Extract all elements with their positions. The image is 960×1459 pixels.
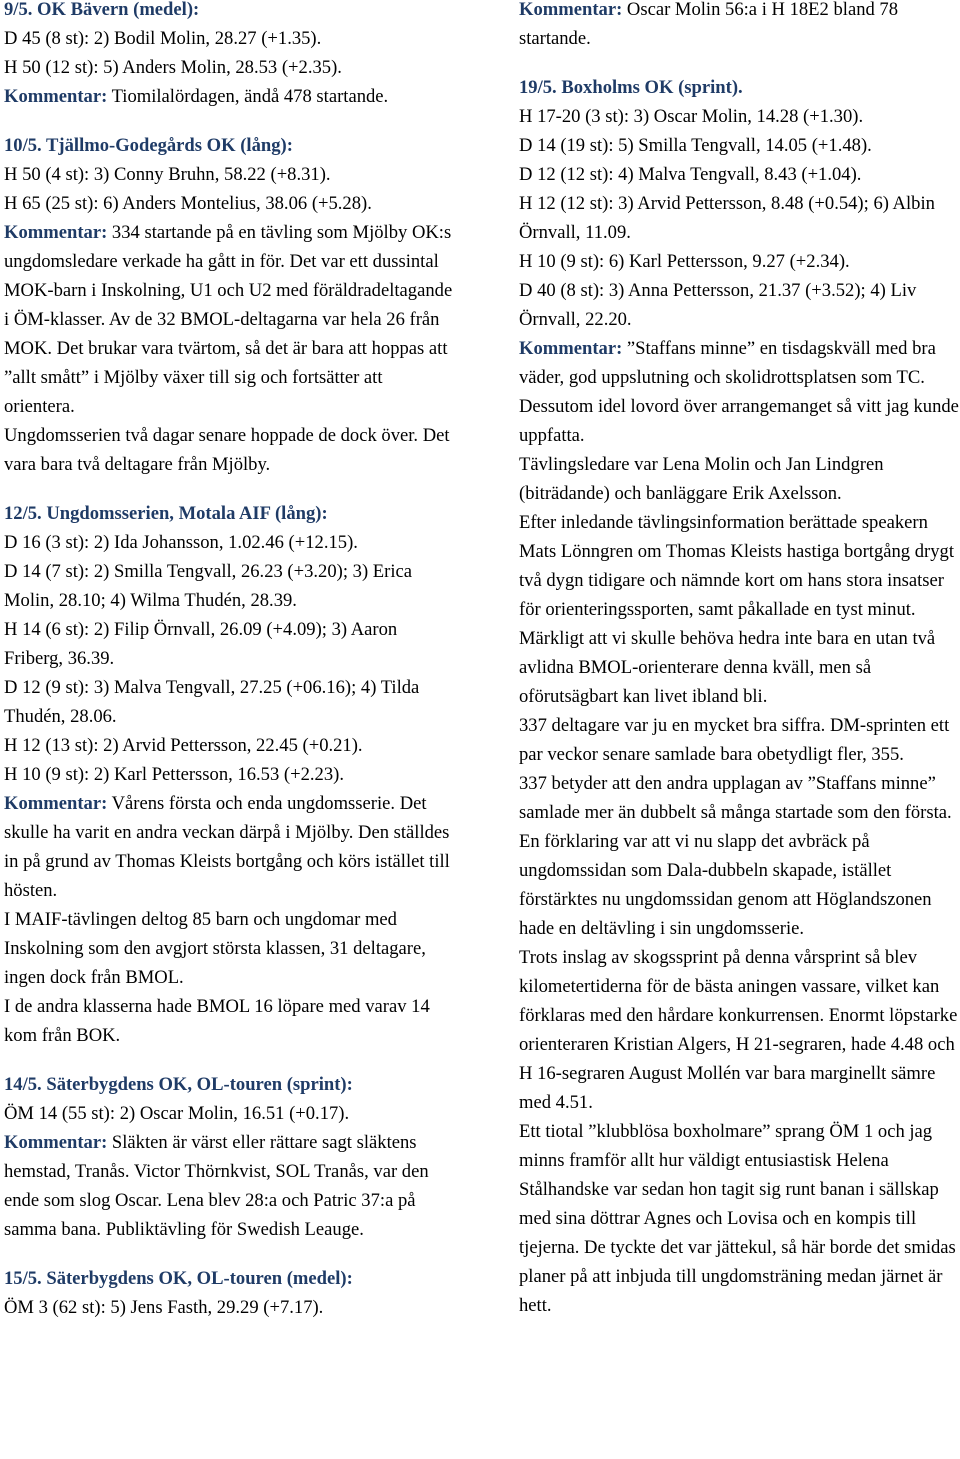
result-line: D 12 (12 st): 4) Malva Tengvall, 8.43 (+1.04). <box>519 164 862 185</box>
result-line: D 14 (19 st): 5) Smilla Tengvall, 14.05 (+1.48). <box>519 135 872 156</box>
result-line: H 14 (6 st): 2) Filip Örnvall, 26.09 (+4.09); 3) Aaron Friberg, 36.39. <box>4 619 398 669</box>
section-heading: 15/5. Säterbygdens OK, OL-touren (medel): <box>4 1268 353 1289</box>
left-column <box>4 0 456 1322</box>
comment-label: Kommentar: <box>519 0 623 20</box>
comment-paragraph <box>4 82 456 111</box>
section-heading: 12/5. Ungdomsserien, Motala AIF (lång): <box>4 503 328 524</box>
comment-section <box>519 0 959 53</box>
result-line: H 65 (25 st): 6) Anders Montelius, 38.06 (+5.28). <box>4 193 372 214</box>
comment-paragraph <box>4 218 456 421</box>
comment-text: Släkten är värst eller rättare sagt släktens hemstad, Tranås. Victor Thörnkvist, SOL Tranås, var den ende som slog Oscar. Lena blev 28:a och Patric 37:a på samma bana. Publiktävling för Swedish Leauge. <box>4 1132 429 1240</box>
result-line: D 40 (8 st): 3) Anna Pettersson, 21.37 (+3.52); 4) Liv Örnvall, 22.20. <box>519 280 917 330</box>
paragraph: 337 deltagare var ju en mycket bra siffra. DM-sprinten ett par veckor senare samlade bara obetydligt fler, 355. <box>519 715 950 765</box>
section-heading: 9/5. OK Bävern (medel): <box>4 0 200 20</box>
result-line: D 45 (8 st): 2) Bodil Molin, 28.27 (+1.35). <box>4 28 322 49</box>
paragraph: Märkligt att vi skulle behöva hedra inte bara en utan två avlidna BMOL-orienterare denna kväll, men så oförutsägbart kan livet ibland bli. <box>519 628 936 707</box>
section-heading: 10/5. Tjällmo-Godegårds OK (lång): <box>4 135 293 156</box>
comment-text: Vårens första och enda ungdomsserie. Det skulle ha varit en andra veckan därpå i Mjölby. Den ställdes in på grund av Thomas Kleists bortgång och körs istället till hösten. <box>4 793 450 901</box>
result-line: D 12 (9 st): 3) Malva Tengvall, 27.25 (+06.16); 4) Tilda Thudén, 28.06. <box>4 677 420 727</box>
result-line: D 16 (3 st): 2) Ida Johansson, 1.02.46 (+12.15). <box>4 532 358 553</box>
result-section <box>4 1264 456 1322</box>
comment-paragraph <box>519 334 959 450</box>
result-section <box>519 73 959 1320</box>
paragraph: Tävlingsledare var Lena Molin och Jan Lindgren (biträdande) och banläggare Erik Axelsson. <box>519 454 884 504</box>
result-section <box>4 499 456 1050</box>
result-line: ÖM 3 (62 st): 5) Jens Fasth, 29.29 (+7.17). <box>4 1297 324 1318</box>
comment-label: Kommentar: <box>4 86 108 107</box>
section-heading: 19/5. Boxholms OK (sprint). <box>519 77 743 98</box>
paragraph: Ungdomsserien två dagar senare hoppade de dock över. Det vara bara två deltagare från Mjölby. <box>4 425 450 475</box>
paragraph: I de andra klasserna hade BMOL 16 löpare med varav 14 kom från BOK. <box>4 996 430 1046</box>
comment-text: Oscar Molin 56:a i H 18E2 bland 78 startande. <box>519 0 899 49</box>
paragraph: I MAIF-tävlingen deltog 85 barn och ungdomar med Inskolning som den avgjort största klassen, 31 deltagare, ingen dock från BMOL. <box>4 909 426 988</box>
result-section <box>4 0 456 111</box>
result-line: H 12 (13 st): 2) Arvid Pettersson, 22.45 (+0.21). <box>4 735 363 756</box>
comment-text: ”Staffans minne” en tisdagskväll med bra väder, god uppslutning och skolidrottsplatsen som TC. Dessutom idel lovord över arrangemanget så vitt jag kunde uppfatta. <box>519 338 959 446</box>
result-line: H 10 (9 st): 6) Karl Pettersson, 9.27 (+2.34). <box>519 251 850 272</box>
result-section <box>4 131 456 479</box>
section-heading: 14/5. Säterbygdens OK, OL-touren (sprint): <box>4 1074 353 1095</box>
result-line: D 14 (7 st): 2) Smilla Tengvall, 26.23 (+3.20); 3) Erica Molin, 28.10; 4) Wilma Thudén, 28.39. <box>4 561 413 611</box>
result-line: H 10 (9 st): 2) Karl Pettersson, 16.53 (+2.23). <box>4 764 344 785</box>
right-column <box>519 0 959 1320</box>
comment-text: Tiomilalördagen, ändå 478 startande. <box>107 86 389 107</box>
paragraph: 337 betyder att den andra upplagan av ”Staffans minne” samlade mer än dubbelt så många startade som den första. En förklaring var att vi nu slapp det avbräck på ungdomssidan som Dala-dubbeln skapade, istället förstärktes nu ungdomssidan genom att Höglandszonen hade en deltävling i sin ungdomsserie. <box>519 773 952 939</box>
result-line: H 12 (12 st): 3) Arvid Pettersson, 8.48 (+0.54); 6) Albin Örnvall, 11.09. <box>519 193 935 243</box>
comment-label: Kommentar: <box>4 1132 108 1153</box>
comment-paragraph <box>4 789 456 905</box>
paragraph: Ett tiotal ”klubblösa boxholmare” sprang ÖM 1 och jag minns framför allt hur väldigt entusiastisk Helena Stålhandske var sedan hon tagit sig runt banan i sällskap med sina döttrar Agnes och Lovisa och en kompis till tjejerna. De tyckte det var jättekul, så här borde det smidas planer på att inbjuda till ungdomsträning medan järnet är hett. <box>519 1121 956 1316</box>
result-line: ÖM 14 (55 st): 2) Oscar Molin, 16.51 (+0.17). <box>4 1103 350 1124</box>
comment-label: Kommentar: <box>519 338 623 359</box>
comment-label: Kommentar: <box>4 222 108 243</box>
result-line: H 50 (12 st): 5) Anders Molin, 28.53 (+2.35). <box>4 57 342 78</box>
comment-paragraph <box>4 1128 456 1244</box>
paragraph: Efter inledande tävlingsinformation berättade speakern Mats Lönngren om Thomas Kleists hastiga bortgång drygt två dygn tidigare och nämnde kort om hans stora insatser för orienteringssporten, samt påkallade en tyst minut. <box>519 512 955 620</box>
paragraph: Trots inslag av skogssprint på denna vårsprint så blev kilometertiderna för de bästa aningen vassare, vilket kan förklaras med den hårdare konkurrensen. Enormt löpstarke orienteraren Kristian Algers, H 21-segraren, hade 4.48 och H 16-segraren August Mollén var bara marginellt sämre med 4.51. <box>519 947 958 1113</box>
comment-label: Kommentar: <box>4 793 108 814</box>
result-line: H 17-20 (3 st): 3) Oscar Molin, 14.28 (+1.30). <box>519 106 864 127</box>
comment-paragraph <box>519 0 959 53</box>
result-section <box>4 1070 456 1244</box>
result-line: H 50 (4 st): 3) Conny Bruhn, 58.22 (+8.31). <box>4 164 331 185</box>
comment-text: 334 startande på en tävling som Mjölby OK:s ungdomsledare verkade ha gått in för. Det var ett dussintal MOK-barn i Inskolning, U1 och U2 med föräldradeltagande i ÖM-klasser. Av de 32 BMOL-deltagarna var hela 26 från MOK. Det brukar vara tvärtom, så det är bara att hoppas att ”allt smått” i Mjölby växer till sig och fortsätter att orientera. <box>4 222 453 417</box>
